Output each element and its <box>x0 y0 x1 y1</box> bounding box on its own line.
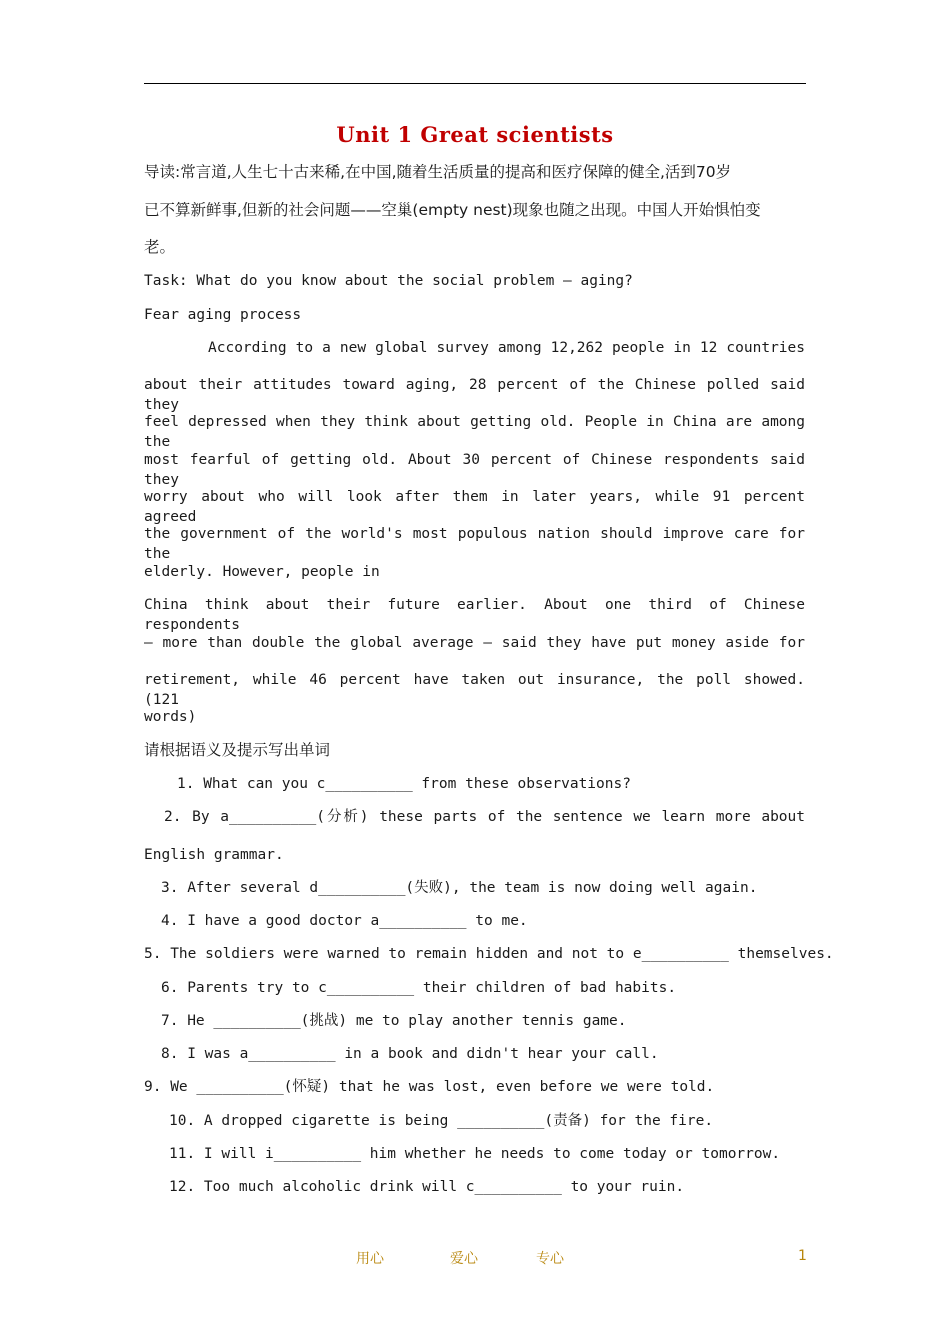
exercise-item: 11. I will i__________ him whether he needs to come today or tomorrow. <box>169 1146 781 1162</box>
exercise-item: 1. What can you c__________ from these observations? <box>177 776 631 792</box>
exercise-item: 7. He __________(挑战) me to play another tennis game. <box>161 1013 627 1029</box>
passage-heading: Fear aging process <box>144 307 302 323</box>
passage-line: the government of the world's most populous nation should improve care for the <box>144 526 805 562</box>
footer-text-1: 用心 <box>356 1251 384 1267</box>
exercise-item: English grammar. <box>144 847 284 863</box>
exercise-item: 12. Too much alcoholic drink will c__________ to your ruin. <box>169 1179 685 1195</box>
exercise-item: 3. After several d__________(失败), the team is now doing well again. <box>161 880 758 896</box>
header-rule <box>144 83 806 84</box>
passage-line: worry about who will look after them in later years, while 91 percent agreed <box>144 489 805 525</box>
passage-line: According to a new global survey among 12,262 people in 12 countries <box>208 340 805 356</box>
exercise-item: 9. We __________(怀疑) that he was lost, even before we were told. <box>144 1079 715 1095</box>
exercise-item: 2. By a__________(分析) these parts of the sentence we learn more about <box>164 809 805 825</box>
exercise-item: 10. A dropped cigarette is being __________(责备) for the fire. <box>169 1113 714 1129</box>
passage-line: retirement, while 46 percent have taken out insurance, the poll showed. (121 <box>144 672 805 708</box>
exercise-item: 4. I have a good doctor a__________ to me. <box>161 913 528 929</box>
intro-line-2: 已不算新鲜事,但新的社会问题——空巢(empty nest)现象也随之出现。中国人开始惧怕变 <box>144 201 761 219</box>
passage-line: about their attitudes toward aging, 28 percent of the Chinese polled said they <box>144 377 805 413</box>
passage-line: most fearful of getting old. About 30 percent of Chinese respondents said they <box>144 452 805 488</box>
task-line: Task: What do you know about the social problem — aging? <box>144 273 633 289</box>
passage-line: feel depressed when they think about getting old. People in China are among the <box>144 414 805 450</box>
footer-text-3: 专心 <box>536 1251 564 1267</box>
passage-line: China think about their future earlier. About one third of Chinese respondents <box>144 597 805 633</box>
passage-line: words) <box>144 709 197 725</box>
page-title: Unit 1 Great scientists <box>336 122 614 147</box>
exercise-item: 8. I was a__________ in a book and didn't hear your call. <box>161 1046 659 1062</box>
intro-line-3: 老。 <box>144 238 176 256</box>
page-number: 1 <box>798 1248 807 1264</box>
passage-line: elderly. However, people in <box>144 564 380 580</box>
exercise-item: 5. The soldiers were warned to remain hidden and not to e__________ themselves. <box>144 946 834 962</box>
exercise-instruction: 请根据语义及提示写出单词 <box>144 741 331 759</box>
intro-line-1: 导读:常言道,人生七十古来稀,在中国,随着生活质量的提高和医疗保障的健全,活到70岁 <box>144 163 732 181</box>
passage-line: — more than double the global average — said they have put money aside for <box>144 635 805 651</box>
footer-text-2: 爱心 <box>450 1251 478 1267</box>
exercise-item: 6. Parents try to c__________ their children of bad habits. <box>161 980 677 996</box>
